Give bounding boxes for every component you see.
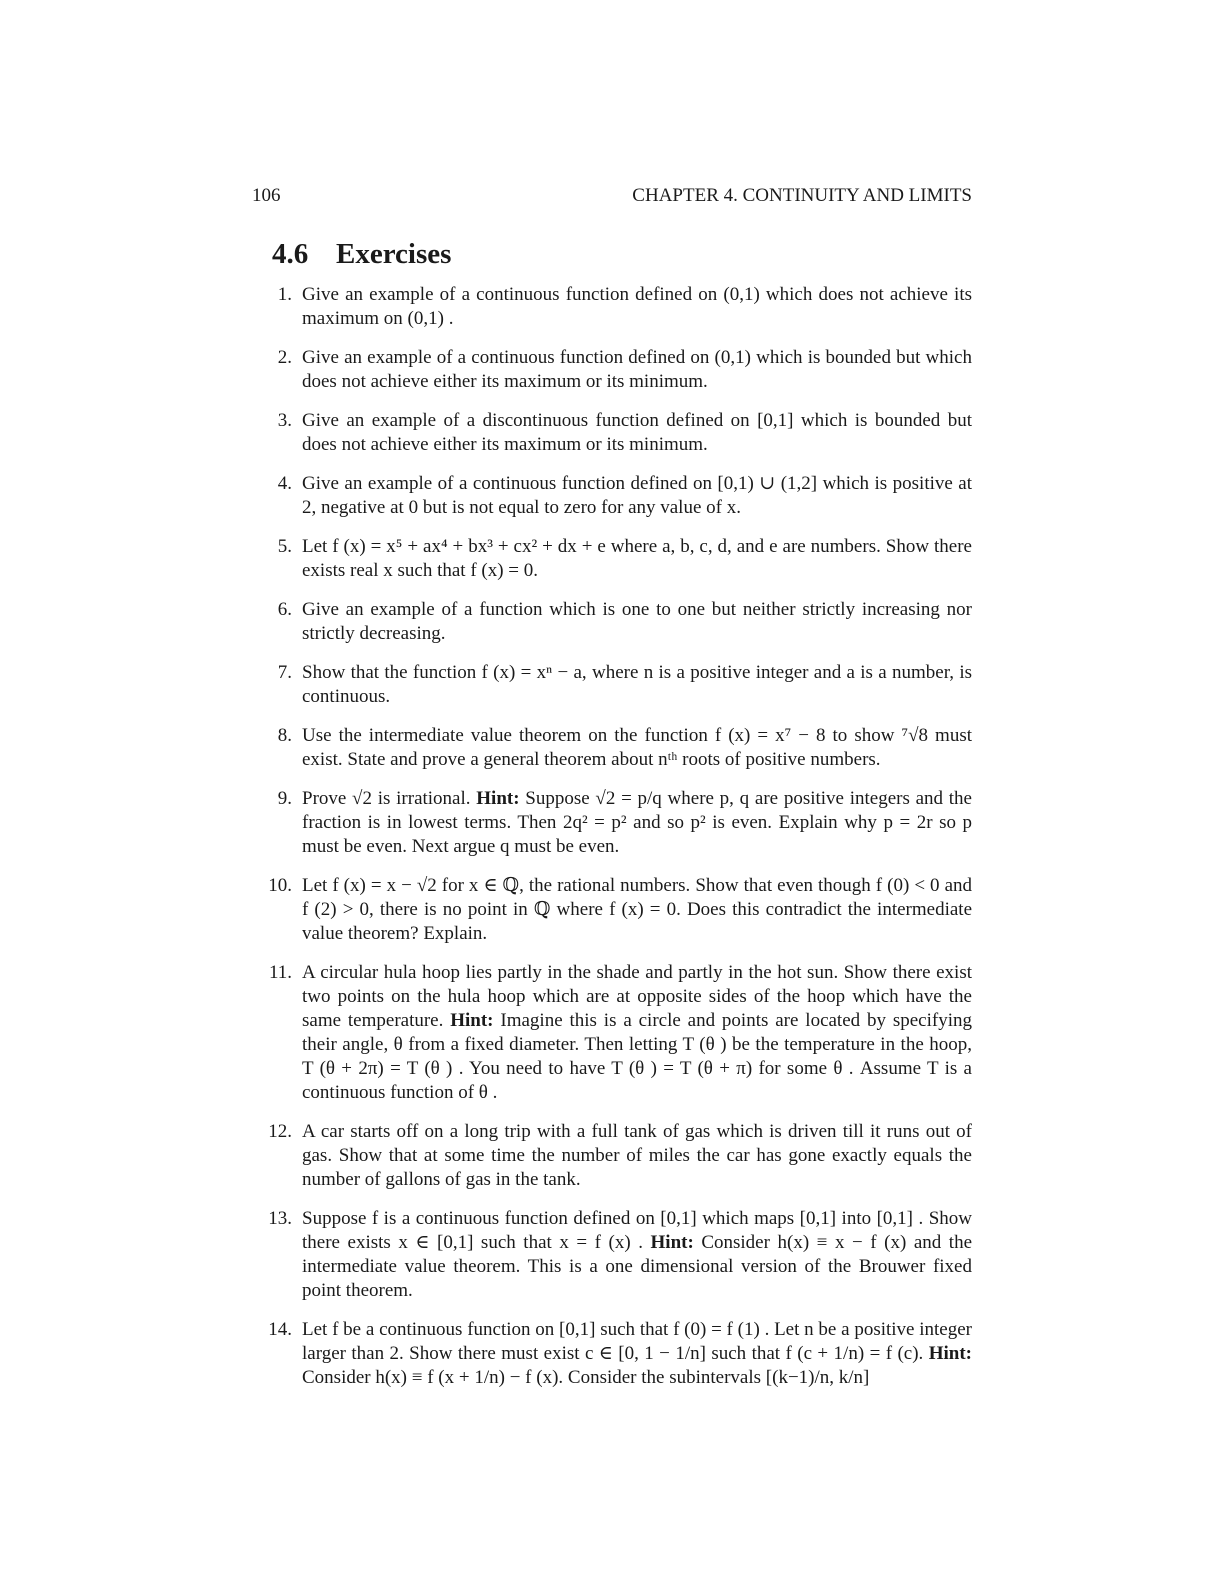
- exercise-item: [260, 283, 972, 331]
- hint-label: Hint:: [650, 1232, 694, 1253]
- exercise-text: Give an example of a continuous function defined on (0,1) which is bounded but which does not achieve either its maximum or its minimum.: [302, 347, 972, 392]
- page-number: 106: [252, 185, 281, 206]
- exercise-text: Let f (x) = x − √2 for x ∈ ℚ, the rational numbers. Show that even though f (0) < 0 and f (2) > 0, there is no point in ℚ where f (x) = 0. Does this contradict the intermediate value theorem? Explain.: [302, 875, 972, 944]
- exercise-item: [260, 961, 972, 1105]
- exercise-text: Give an example of a continuous function defined on [0,1) ∪ (1,2] which is positive at 2, negative at 0 but is not equal to zero for any value of x.: [302, 473, 972, 518]
- exercise-text: Use the intermediate value theorem on the function f (x) = x⁷ − 8 to show ⁷√8 must exist. State and prove a general theorem about nᵗʰ roots of positive numbers.: [302, 725, 972, 770]
- exercise-number: 11.: [268, 962, 292, 983]
- section-title: Exercises: [336, 238, 452, 270]
- exercise-number: 1.: [277, 284, 292, 305]
- exercise-item: [260, 1120, 972, 1192]
- exercise-text: Let f (x) = x⁵ + ax⁴ + bx³ + cx² + dx + e where a, b, c, d, and e are numbers. Show there exists real x such that f (x) = 0.: [302, 536, 972, 581]
- section-heading: [272, 236, 451, 272]
- exercise-item: [260, 409, 972, 457]
- exercise-list: [260, 283, 972, 1405]
- exercise-number: 14.: [268, 1319, 292, 1340]
- exercise-text: Imagine this is a circle and points are located by specifying their angle, θ from a fixed diameter. Then letting T (θ ) be the temperature in the hoop, T (θ + 2π) = T (θ ) . You need to have T (θ ) = T (θ + π) for some θ . Assume T is a continuous function of θ .: [302, 1010, 973, 1103]
- exercise-text: Give an example of a function which is one to one but neither strictly increasing nor strictly decreasing.: [302, 599, 972, 644]
- exercise-item: [260, 661, 972, 709]
- section-number: 4.6: [272, 238, 309, 270]
- exercise-number: 9.: [277, 788, 292, 809]
- exercise-number: 6.: [277, 599, 292, 620]
- exercise-number: 7.: [277, 662, 292, 683]
- exercise-item: [260, 1318, 972, 1390]
- exercise-item: [260, 598, 972, 646]
- exercise-item: [260, 472, 972, 520]
- exercise-text: Show that the function f (x) = xⁿ − a, where n is a positive integer and a is a number, is continuous.: [302, 662, 972, 707]
- exercise-item: [260, 787, 972, 859]
- exercise-text: Give an example of a discontinuous function defined on [0,1] which is bounded but does not achieve either its maximum or its minimum.: [302, 410, 972, 455]
- exercise-text: Let f be a continuous function on [0,1] such that f (0) = f (1) . Let n be a positive integer larger than 2. Show there must exist c ∈ [0, 1 − 1/n] such that f (c + 1/n) = f (c).: [302, 1319, 972, 1364]
- exercise-item: [260, 874, 972, 946]
- exercise-number: 5.: [277, 536, 292, 557]
- hint-label: Hint:: [928, 1343, 972, 1364]
- exercise-text: Suppose f is a continuous function defined on [0,1] which maps [0,1] into [0,1] . Show there exists x ∈ [0,1] such that x = f (x) .: [302, 1208, 972, 1253]
- exercise-text: Consider h(x) ≡ f (x + 1/n) − f (x). Consider the subintervals [(k−1)/n, k/n]: [302, 1367, 870, 1388]
- hint-label: Hint:: [476, 788, 520, 809]
- exercise-number: 10.: [268, 875, 292, 896]
- exercise-number: 13.: [268, 1208, 292, 1229]
- exercise-number: 8.: [277, 725, 292, 746]
- exercise-number: 12.: [268, 1121, 292, 1142]
- exercise-item: [260, 724, 972, 772]
- exercise-item: [260, 535, 972, 583]
- exercise-number: 2.: [277, 347, 292, 368]
- exercise-text: Suppose √2 = p/q where p, q are positive integers and the fraction is in lowest terms. Then 2q² = p² and so p² is even. Explain why p = 2r so p must be even. Next argue q must be even.: [302, 788, 972, 857]
- exercise-text: Consider h(x) ≡ x − f (x) and the intermediate value theorem. This is a one dimensional version of the Brouwer fixed point theorem.: [302, 1232, 973, 1301]
- exercise-text: Give an example of a continuous function defined on (0,1) which does not achieve its maximum on (0,1) .: [302, 284, 972, 329]
- exercise-text: Prove √2 is irrational.: [302, 788, 477, 809]
- exercise-text: A circular hula hoop lies partly in the shade and partly in the hot sun. Show there exist two points on the hula hoop which are at opposite sides of the hoop which have the same temperature.: [302, 962, 972, 1031]
- exercise-number: 3.: [277, 410, 292, 431]
- exercise-item: [260, 346, 972, 394]
- running-head: [252, 184, 972, 208]
- exercise-item: [260, 1207, 972, 1303]
- exercise-text: A car starts off on a long trip with a full tank of gas which is driven till it runs out of gas. Show that at some time the number of miles the car has gone exactly equals the number of gallons of gas in the tank.: [302, 1121, 972, 1190]
- hint-label: Hint:: [450, 1010, 494, 1031]
- chapter-title: CHAPTER 4. CONTINUITY AND LIMITS: [632, 185, 972, 206]
- exercise-number: 4.: [277, 473, 292, 494]
